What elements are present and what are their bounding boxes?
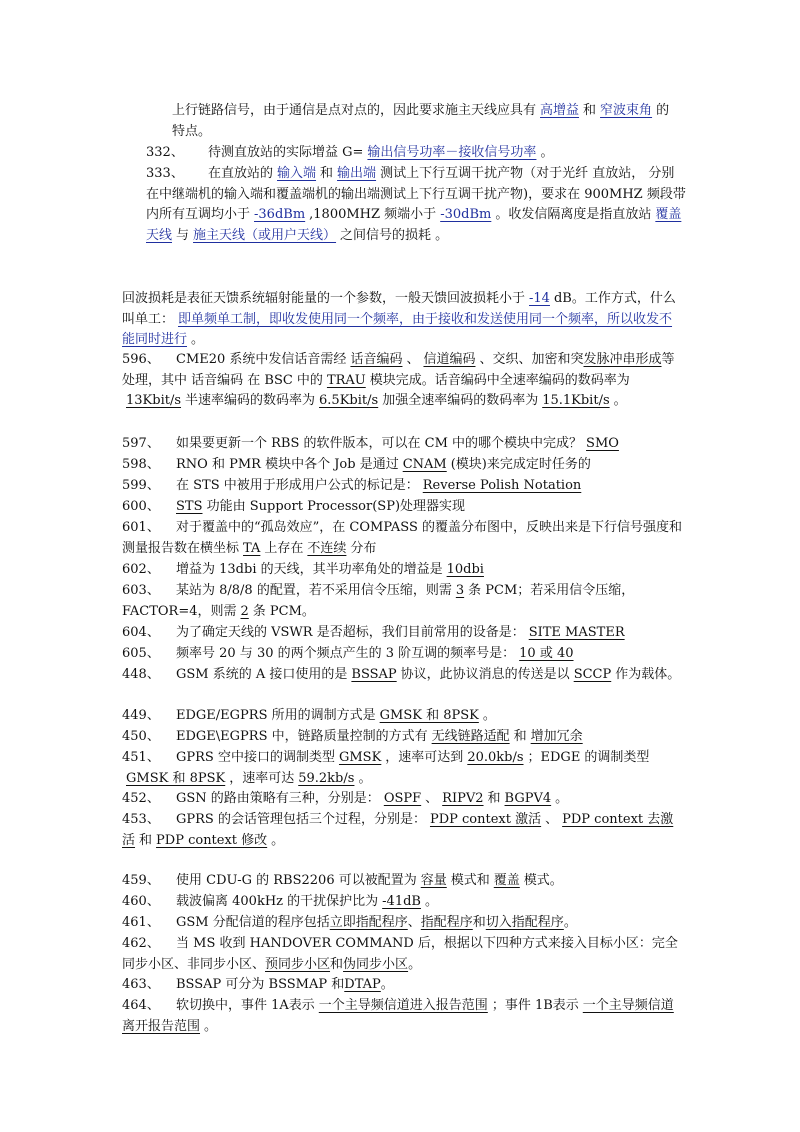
question-601: 601、 对于覆盖中的“孤岛效应”，在 COMPASS 的覆盖分布图中，反映出来是下行信号强度和测量报告数在横坐标 TA 上存在 不连续 分布 xyxy=(122,520,682,556)
question-450: 450、 EDGE\EGPRS 中，链路质量控制的方式有 无线链路适配 和 增加冗余 xyxy=(122,729,583,744)
question-600: 600、 STS 功能由 Support Processor(SP)处理器实现 xyxy=(122,499,466,514)
question-463: 463、 BSSAP 可分为 BSSMAP 和DTAP。 xyxy=(122,977,394,992)
question-452: 452、 GSN 的路由策略有三种，分别是： OSPF 、 RIPV2 和 BGPV4 。 xyxy=(122,791,569,806)
answer-narrow-beam: 窄波束角 xyxy=(600,103,653,118)
question-605: 605、 频率号 20 与 30 的两个频点产生的 3 阶互调的频率号是： 10 或 40 xyxy=(122,646,574,661)
question-603: 603、 某站为 8/8/8 的配置，若不采用信令压缩，则需 3 条 PCM；若采用信令压缩，FACTOR=4，则需 2 条 PCM。 xyxy=(122,583,635,619)
question-451: 451、 GPRS 空中接口的调制类型 GMSK ，速率可达到 20.0kb/s ；EDGE 的调制类型GMSK 和 8PSK ，速率可达 59.2kb/s 。 xyxy=(122,750,650,786)
question-448: 448、 GSM 系统的 A 接口使用的是 BSSAP 协议，此协议消息的传送是以 SCCP 作为载体。 xyxy=(122,667,681,682)
question-449: 449、 EDGE/EGPRS 所用的调制方式是 GMSK 和 8PSK 。 xyxy=(122,708,496,723)
question-597: 597、 如果要更新一个 RBS 的软件版本，可以在 CM 中的哪个模块中完成？ SMO xyxy=(122,436,619,451)
question-460: 460、 载波偏离 400kHz 的干扰保护比为 -41dB 。 xyxy=(122,894,438,909)
question-464: 464、 软切换中，事件 1A表示 一个主导频信道进入报告范围 ；事件 1B表示 一个主导频信道离开报告范围 。 xyxy=(122,998,674,1034)
question-462: 462、 当 MS 收到 HANDOVER COMMAND 后，根据以下四种方式来接入目标小区：完全同步小区、非同步小区、预同步小区和伪同步小区。 xyxy=(122,936,678,972)
paragraph-return-loss: 回波损耗是表征天馈系统辐射能量的一个参数，一般天馈回波损耗小于 -14 dB。工作方式，什么叫单工： 即单频单工制，即收发使用同一个频率，由于接收和发送使用同一个频率，所以收发不能同时进行 。 xyxy=(122,291,676,347)
question-599: 599、 在 STS 中被用于形成用户公式的标记是： Reverse Polish Notation xyxy=(122,478,582,493)
question-598: 598、 RNO 和 PMR 模块中各个 Job 是通过 CNAM (模块)来完成定时任务的 xyxy=(122,457,591,472)
paragraph-repeater-donor: 上行链路信号，由于通信是点对点的，因此要求施主天线应具有 高增益 和 窄波束角 的特点。 xyxy=(172,103,670,139)
question-602: 602、 增益为 13dbi 的天线，其半功率角处的增益是 10dbi xyxy=(122,562,484,577)
question-333: 333、 在直放站的 输入端 和 输出端 测试上下行互调干扰产物（对于光纤 直放站， 分别在中继端机的输入端和覆盖端机的输出端测试上下行互调干扰产物)，要求在 900MHZ 频段带内所有互调均小于 -36dBm ,1800MHZ 频端小于 -30dBm 。收发信隔离度是指直放站 覆盖天线 与 施主天线（或用户天线） 之间信号的损耗 。 xyxy=(146,166,686,243)
question-604: 604、 为了确定天线的 VSWR 是否超标，我们目前常用的设备是： SITE MASTER xyxy=(122,625,625,640)
answer-gain-formula: 输出信号功率－接收信号功率 xyxy=(367,145,537,160)
question-453: 453、 GPRS 的会话管理包括三个过程，分别是： PDP context 激活 、 PDP context 去激活 和 PDP context 修改 。 xyxy=(122,812,674,848)
question-461: 461、 GSM 分配信道的程序包括立即指配程序、指配程序和切入指配程序。 xyxy=(122,915,577,930)
question-332: 332、 待测直放站的实际增益 G= 输出信号功率－接收信号功率 。 xyxy=(146,145,554,160)
question-596: 596、 CME20 系统中发信话音需经 话音编码 、 信道编码 、交织、加密和突发脉冲串形成等处理，其中 话音编码 在 BSC 中的 TRAU 模块完成。话音编码中全速率编码的数码率为13Kbit/s 半速率编码的数码率为 6.5Kbit/s 加强全速率编码的数码率为 15.1Kbit/s 。 xyxy=(122,352,675,408)
question-459: 459、 使用 CDU-G 的 RBS2206 可以被配置为 容量 模式和 覆盖 模式。 xyxy=(122,873,563,888)
answer-high-gain: 高增益 xyxy=(540,103,580,118)
